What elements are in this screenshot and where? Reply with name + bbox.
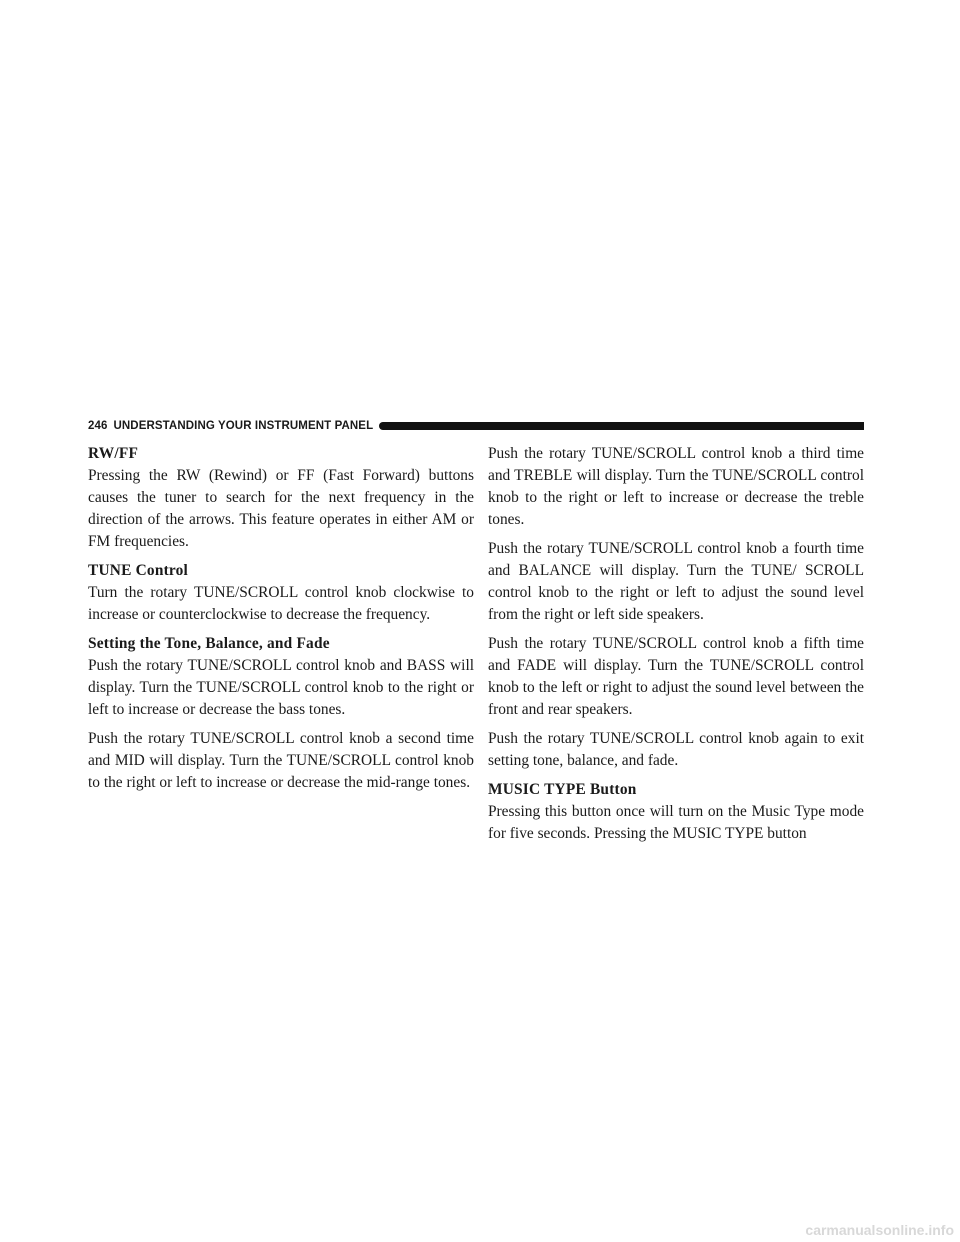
music-type-section xyxy=(488,779,864,845)
watermark: carmanualsonline.info xyxy=(805,1222,954,1238)
left-column xyxy=(88,443,474,801)
treble-paragraph: Push the rotary TUNE/SCROLL control knob a third time and TREBLE will display. Turn the TUNE/SCROLL control knob to the right or left to increase or decrease the treble tones. xyxy=(488,445,864,528)
right-column xyxy=(488,443,864,852)
tune-section xyxy=(88,560,474,626)
bass-paragraph: Push the rotary TUNE/SCROLL control knob and BASS will display. Turn the TUNE/SCROLL control knob to the right or left to increase or decrease the bass tones. xyxy=(88,657,474,718)
rwff-paragraph: Pressing the RW (Rewind) or FF (Fast Forward) buttons causes the tuner to search for the next frequency in the direction of the arrows. This feature operates in either AM or FM frequencies. xyxy=(88,467,474,550)
rwff-section xyxy=(88,443,474,553)
tune-heading: TUNE Control xyxy=(88,562,189,579)
exit-paragraph: Push the rotary TUNE/SCROLL control knob again to exit setting tone, balance, and fade. xyxy=(488,730,864,769)
tune-paragraph: Turn the rotary TUNE/SCROLL control knob clockwise to increase or counterclockwise to decrease the frequency. xyxy=(88,584,474,623)
music-type-paragraph: Pressing this button once will turn on the Music Type mode for five seconds. Pressing the MUSIC TYPE button xyxy=(488,803,864,842)
mid-paragraph: Push the rotary TUNE/SCROLL control knob a second time and MID will display. Turn the TUNE/SCROLL control knob to the right or left to increase or decrease the mid-range tones. xyxy=(88,730,474,791)
music-type-heading: MUSIC TYPE Button xyxy=(488,781,637,798)
rwff-heading: RW/FF xyxy=(88,445,139,462)
balance-paragraph: Push the rotary TUNE/SCROLL control knob a fourth time and BALANCE will display. Turn the TUNE/ SCROLL control knob to the right or left to adjust the sound level from the right or left side speakers. xyxy=(488,540,864,623)
section-title: UNDERSTANDING YOUR INSTRUMENT PANEL xyxy=(113,420,374,432)
fade-paragraph: Push the rotary TUNE/SCROLL control knob a fifth time and FADE will display. Turn the TUNE/SCROLL control knob to the left or right to adjust the sound level between the front and rear speakers. xyxy=(488,635,864,718)
tone-heading: Setting the Tone, Balance, and Fade xyxy=(88,635,330,652)
page-header xyxy=(88,418,864,434)
page-number: 246 xyxy=(88,420,108,432)
tone-section xyxy=(88,633,474,794)
header-rule-bar xyxy=(379,422,864,430)
